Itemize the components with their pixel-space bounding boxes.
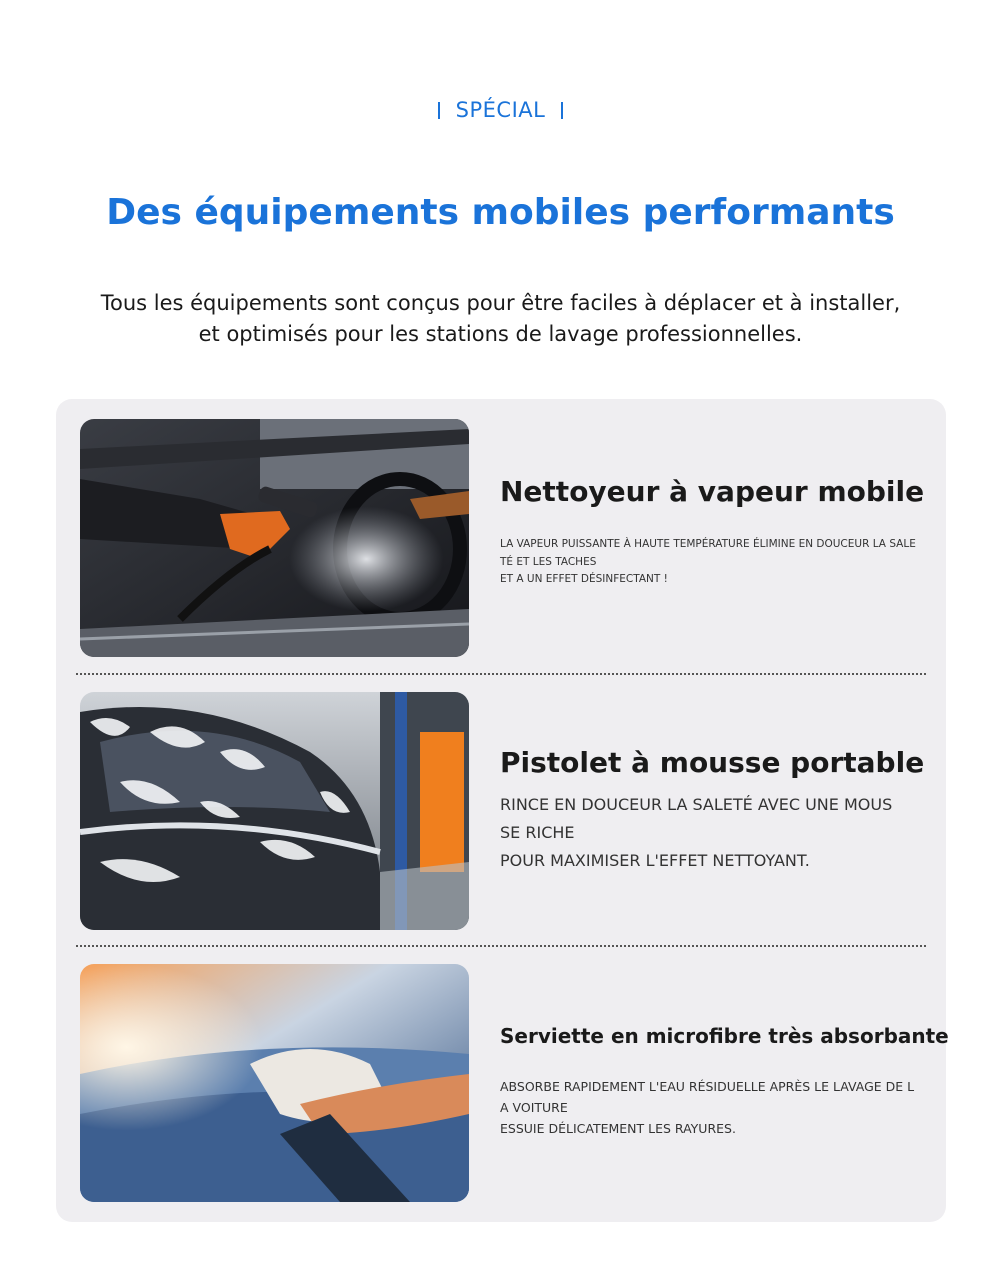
- item-description: RINCE EN DOUCEUR LA SALETÉ AVEC UNE MOUS SE RICHE POUR MAXIMISER L'EFFET NETTOYANT.: [500, 795, 893, 870]
- item-description: LA VAPEUR PUISSANTE À HAUTE TEMPÉRATURE ÉLIMINE EN DOUCEUR LA SALE TÉ ET LES TACHES ET A UN EFFET DÉSINFECTANT !: [500, 538, 916, 585]
- dotted-divider: [76, 945, 926, 947]
- foam-gun-text: [500, 746, 930, 875]
- item-description: ABSORBE RAPIDEMENT L'EAU RÉSIDUELLE APRÈS LE LAVAGE DE L A VOITURE ESSUIE DÉLICATEMENT LES RAYURES.: [500, 1079, 915, 1136]
- item-title: Nettoyeur à vapeur mobile: [500, 475, 925, 508]
- equipment-item-steam-cleaner: [80, 419, 926, 659]
- tag-label: SPÉCIAL: [455, 98, 546, 122]
- page-title: Des équipements mobiles performants: [106, 192, 895, 233]
- tag-divider-left: [438, 102, 440, 119]
- section-tag: [0, 98, 1001, 122]
- tag-divider-right: [561, 102, 563, 119]
- microfiber-towel-photo: [80, 964, 469, 1202]
- equipment-panel: [56, 399, 949, 1222]
- steam-cleaner-photo: [80, 419, 469, 657]
- equipment-item-foam-gun: [80, 692, 926, 932]
- foam-car-photo: [80, 692, 469, 930]
- item-title: Serviette en microfibre très absorbante: [500, 1024, 949, 1048]
- equipment-item-microfiber-towel: [80, 964, 949, 1204]
- page-subtitle: Tous les équipements sont conçus pour être faciles à déplacer et à installer, et optimisés pour les stations de lavage professionnelles.: [100, 291, 901, 346]
- microfiber-towel-text: [500, 1024, 949, 1139]
- item-title: Pistolet à mousse portable: [500, 746, 925, 779]
- steam-cleaner-text: [500, 475, 930, 589]
- dotted-divider: [76, 673, 926, 675]
